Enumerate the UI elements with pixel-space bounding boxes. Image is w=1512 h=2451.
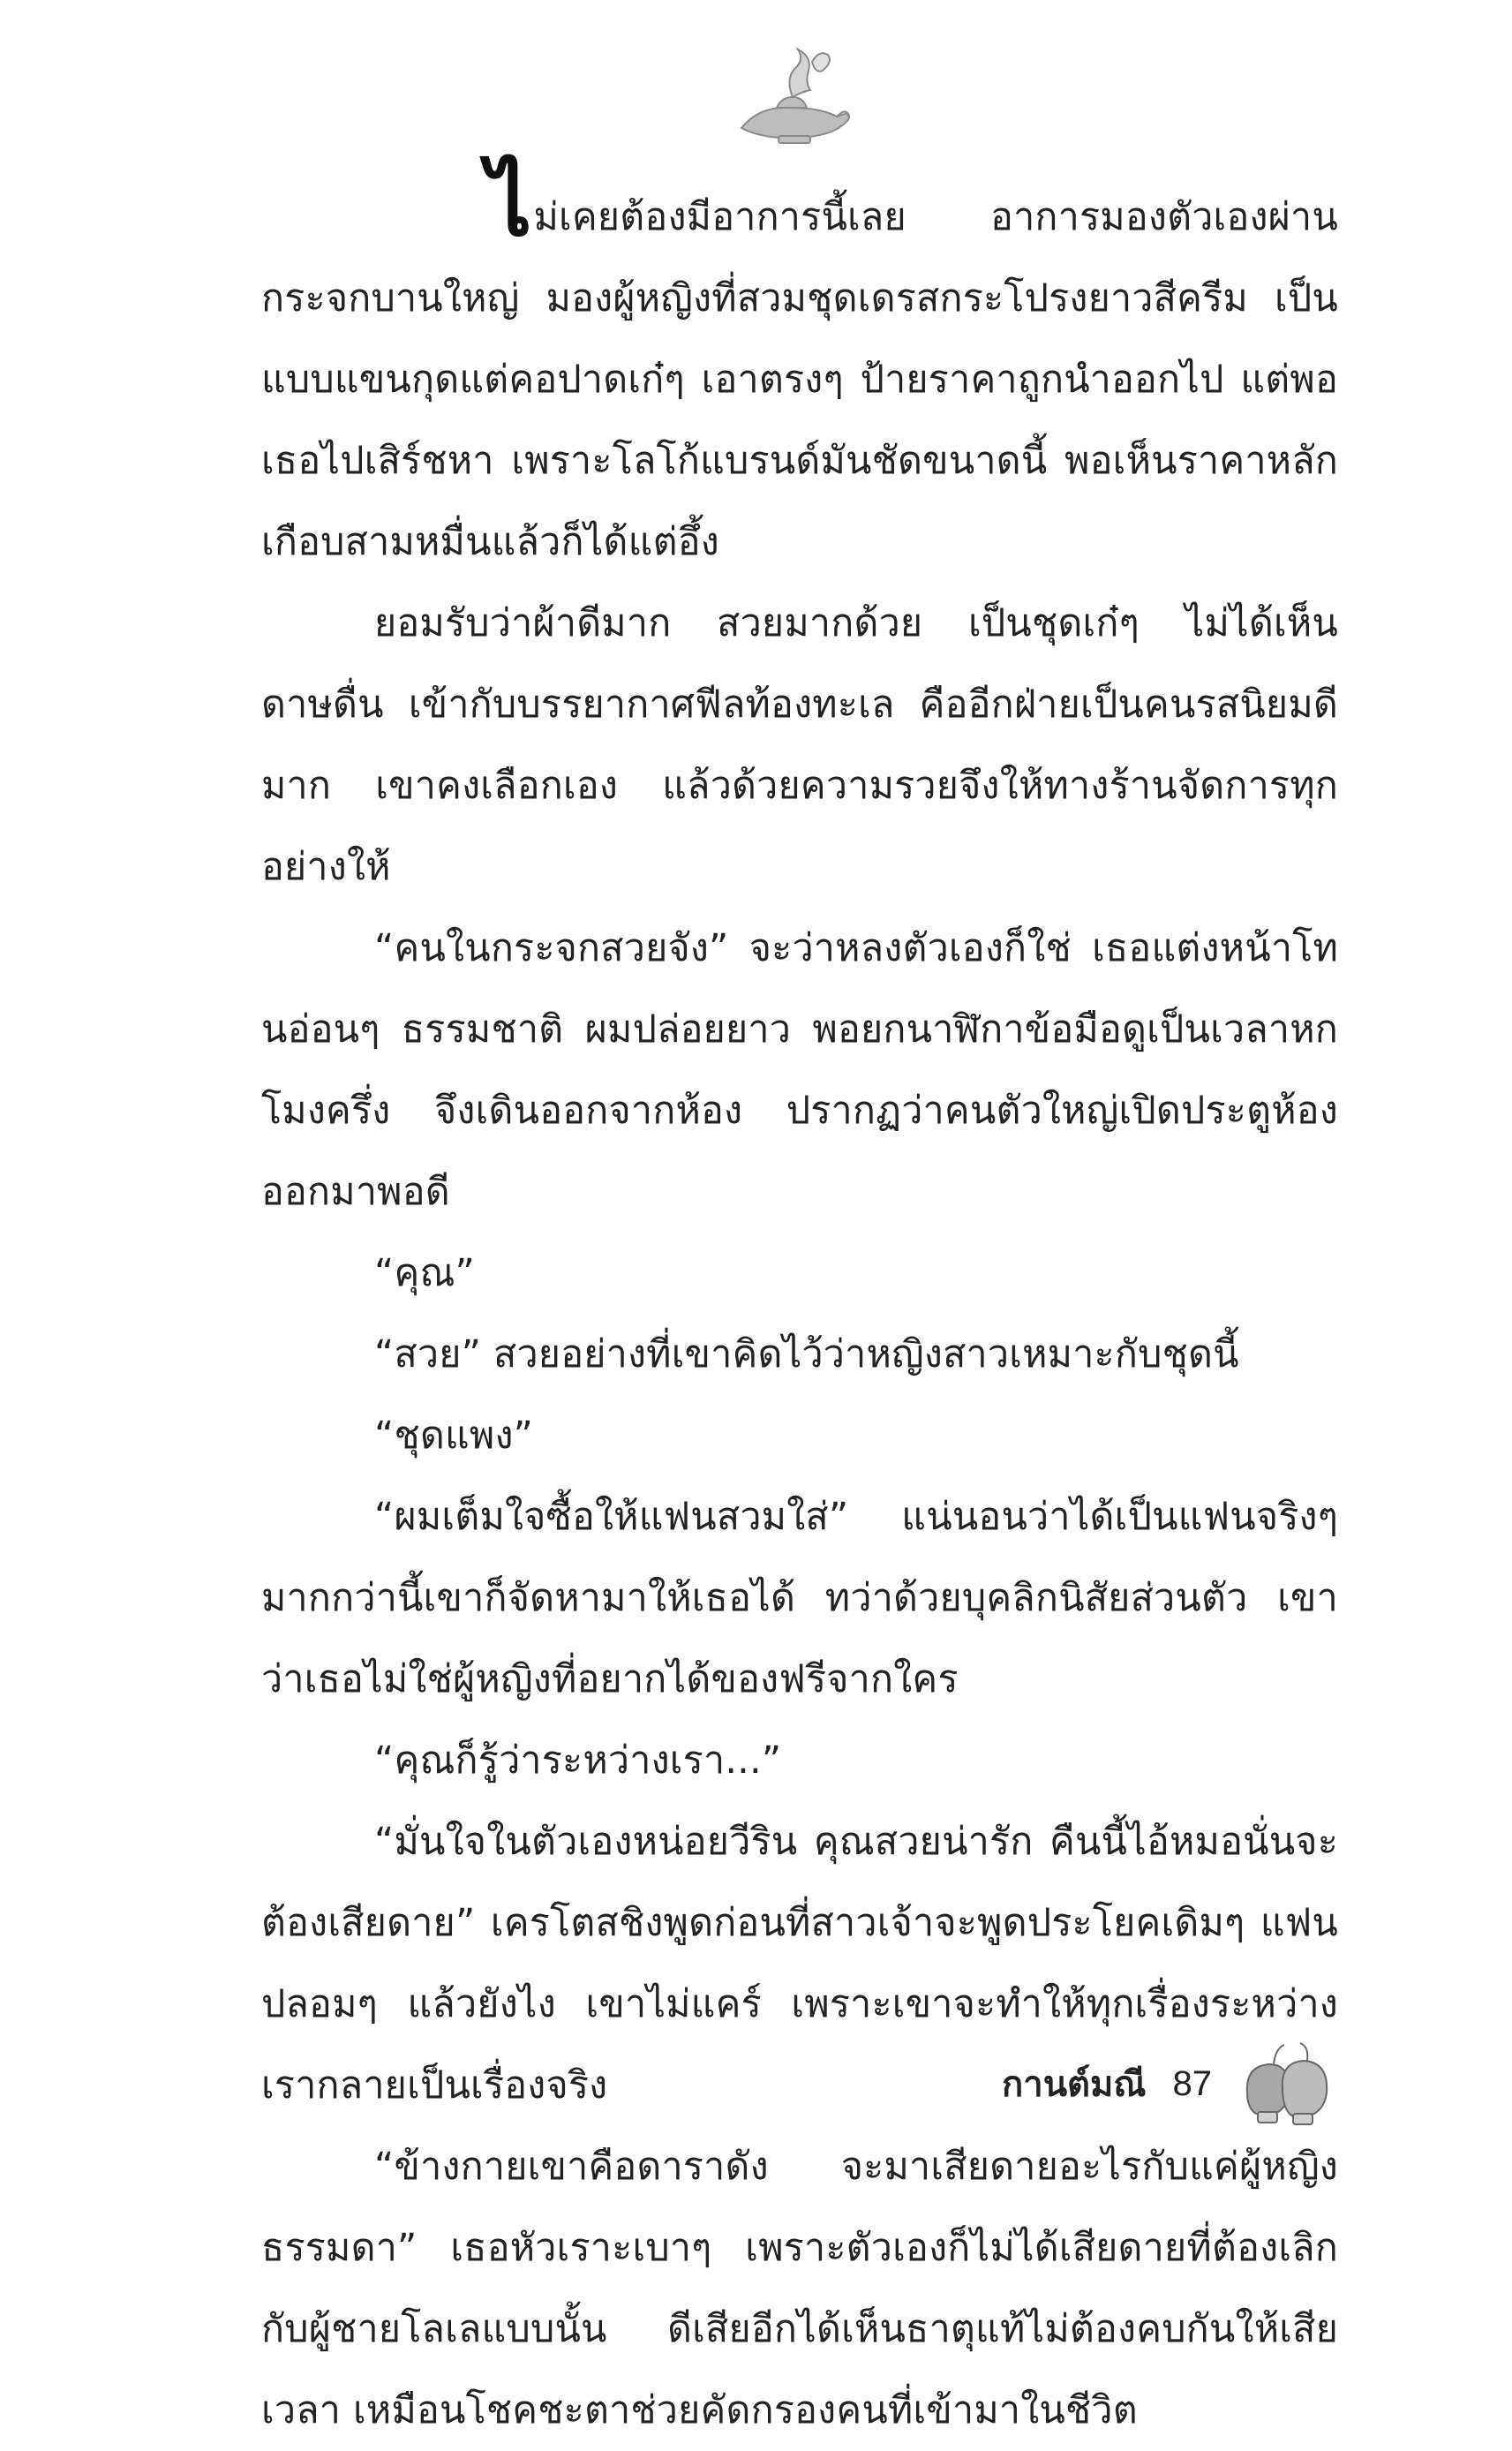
- boxing-gloves-icon: [1238, 2040, 1335, 2128]
- paragraph-1-text: ม่เคยต้องมีอาการนี้เลย อาการมองตัวเองผ่านกระจกบานใหญ่ มองผู้หญิงที่สวมชุดเดรสกระโปรงยาวสีครีม เป็นแบบแขนกุดแต่คอปาดเก๋ๆ เอาตรงๆ ป้ายราคาถูกนำออกไป แต่พอเธอไปเสิร์ชหา เพราะโลโก้แบรนด์มันชัดขนาดนี้ พอเห็นราคาหลักเกือบสามหมื่นแล้วก็ได้แต่อึ้ง: [261, 195, 1338, 564]
- paragraph-10: “ข้างกายเขาคือดาราดัง จะมาเสียดายอะไรกับแค่ผู้หญิงธรรมดา” เธอหัวเราะเบาๆ เพราะตัวเองก็ไม่ได้เสียดายที่ต้องเลิกกับผู้ชายโลเลแบบนั้น ดีเสียอีกได้เห็นธาตุแท้ไม่ต้องคบกันให้เสียเวลา เหมือนโชคชะตาช่วยคัดกรองคนที่เข้ามาในชีวิต: [261, 2145, 1338, 2432]
- book-title: กานต์มณี: [1002, 2064, 1147, 2105]
- paragraph-5: “สวย” สวยอย่างที่เขาคิดไว้ว่าหญิงสาวเหมาะกับชุดนี้: [374, 1332, 1239, 1376]
- page-footer: [1002, 2040, 1335, 2128]
- paragraph-7: “ผมเต็มใจซื้อให้แฟนสวมใส่” แน่นอนว่าได้เป็นแฟนจริงๆ มากกว่านี้เขาก็จัดหามาให้เธอได้ ทว่าด้วยบุคลิกนิสัยส่วนตัว เขาว่าเธอไม่ใช่ผู้หญิงที่อยากได้ของฟรีจากใคร: [261, 1495, 1338, 1701]
- paragraph-1: ไม่เคยต้องมีอาการนี้เลย อาการมองตัวเองผ่านกระจกบานใหญ่ มองผู้หญิงที่สวมชุดเดรสกระโปรงยาวสีครีม เป็นแบบแขนกุดแต่คอปาดเก๋ๆ เอาตรงๆ ป้ายราคาถูกนำออกไป แต่พอเธอไปเสิร์ชหา เพราะโลโก้แบรนด์มันชัดขนาดนี้ พอเห็นราคาหลักเกือบสามหมื่นแล้วก็ได้แต่อึ้ง: [261, 152, 1338, 564]
- paragraph-2: ยอมรับว่าผ้าดีมาก สวยมากด้วย เป็นชุดเก๋ๆ ไม่ได้เห็นดาษดื่น เข้ากับบรรยากาศฟีลท้องทะเล คืออีกฝ่ายเป็นคนรสนิยมดีมาก เขาคงเลือกเอง แล้วด้วยความรวยจึงให้ทางร้านจัดการทุกอย่างให้: [261, 601, 1338, 889]
- page-number: 87: [1172, 2063, 1212, 2103]
- paragraph-8: “คุณก็รู้ว่าระหว่างเรา...”: [374, 1738, 782, 1783]
- paragraph-9: “มั่นใจในตัวเองหน่อยวีริน คุณสวยน่ารัก คืนนี้ไอ้หมอนั่นจะต้องเสียดาย” เครโตสชิงพูดก่อนที่สาวเจ้าจะพูดประโยคเดิมๆ แฟนปลอมๆ แล้วยังไง เขาไม่แคร์ เพราะเขาจะทำให้ทุกเรื่องระหว่างเรากลายเป็นเรื่องจริง: [261, 1820, 1338, 2108]
- paragraph-6: “ชุดแพง”: [374, 1414, 534, 1458]
- genie-lamp-icon: [724, 44, 856, 150]
- paragraph-3: “คนในกระจกสวยจัง” จะว่าหลงตัวเองก็ใช่ เธอแต่งหน้าโทนอ่อนๆ ธรรมชาติ ผมปล่อยยาว พอยกนาฬิกาข้อมือดูเป็นเวลาหกโมงครึ่ง จึงเดินออกจากห้อง ปรากฏว่าคนตัวใหญ่เปิดประตูห้องออกมาพอดี: [261, 926, 1338, 1214]
- paragraph-4: “คุณ”: [374, 1251, 476, 1295]
